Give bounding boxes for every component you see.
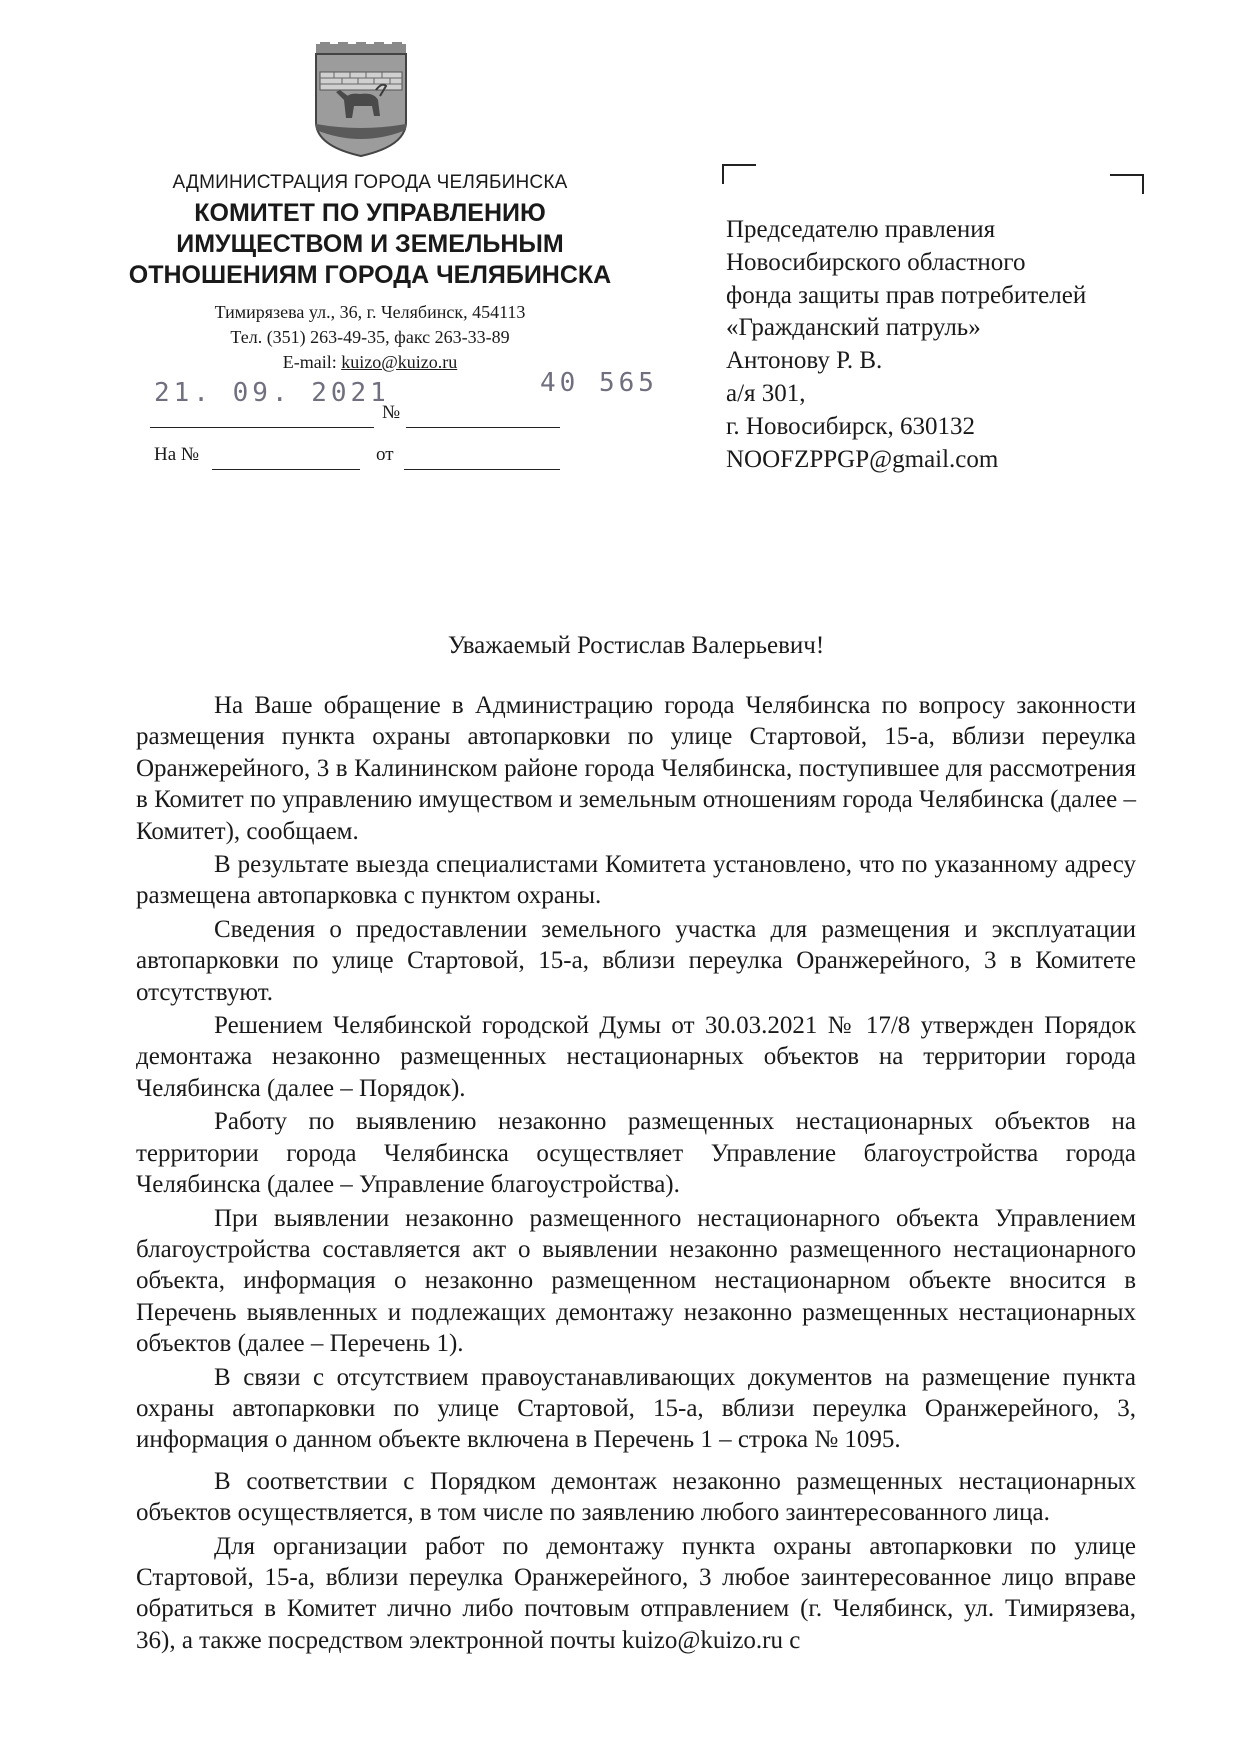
body-paragraph: В результате выезда специалистами Комитета установлено, что по указанному адресу размещена автопарковка с пунктом охраны. (136, 851, 1136, 910)
number-underline (406, 427, 560, 428)
recipient-line: «Гражданский патруль» (726, 314, 981, 342)
city-coat-of-arms-icon (314, 42, 408, 158)
from-label: от (376, 444, 394, 465)
body-paragraph: На Ваше обращение в Администрацию города Челябинска по вопросу законности размещения пункта охраны автопарковки по улице Стартовой, 15-а, вблизи переулка Оранжерейного, 3 в Калининском районе города Челябинска, поступившее для рассмотрения в Комитет по управлению имуществом и земельным отношениям города Челябинска (далее – Комитет), сообщаем. (136, 692, 1136, 845)
address-corner-mark (1110, 174, 1144, 194)
committee-name (100, 198, 640, 291)
recipient-line: Председателю правления (726, 216, 996, 243)
administration-name: АДМИНИСТРАЦИЯ ГОРОДА ЧЕЛЯБИНСКА (172, 172, 568, 193)
body-paragraph: В связи с отсутствием правоустанавливающих документов на размещение пункта охраны автопарковки по улице Стартовой, 15-а, вблизи переулка Оранжерейного, 3, информация о данном объекте включена в Перечень 1 – строка № 1095. (136, 1363, 1136, 1454)
number-label: № (382, 402, 401, 423)
body-paragraph: В соответствии с Порядком демонтаж незаконно размещенных нестационарных объектов осуществляется, в том числе по заявлению любого заинтересованного лица. (136, 1467, 1136, 1527)
committee-name-line: КОМИТЕТ ПО УПРАВЛЕНИЮ (194, 199, 546, 227)
body-paragraph: Сведения о предоставлении земельного участка для размещения и эксплуатации автопарковки по улице Стартовой, 15-а, вблизи переулка Оранжерейного, 3 в Комитете отсутствуют. (136, 915, 1136, 1006)
recipient-email: NOOFZPPGP@gmail.com (726, 445, 999, 473)
postal-address: Тимирязева ул., 36, г. Челябинск, 454113 (214, 302, 526, 322)
recipient-line: г. Новосибирск, 630132 (726, 412, 976, 440)
reference-underline (212, 469, 360, 470)
number-stamp: 40 565 (540, 368, 658, 398)
salutation: Уважаемый Ростислав Валерьевич! (447, 632, 825, 659)
email-label: E-mail: (282, 352, 337, 372)
recipient-line: Новосибирского областного (726, 248, 1026, 276)
body-paragraph: При выявлении незаконно размещенного нестационарного объекта Управлением благоустройства составляется акт о выявлении незаконно размещенного нестационарного объекта, информация о незаконно размещенном нестационарном объекте вносится в Перечень выявленных и подлежащих демонтажу незаконно размещенных нестационарных объектов (далее – Перечень 1). (136, 1204, 1136, 1358)
phone-fax: Тел. (351) 263-49-35, факс 263-33-89 (230, 327, 510, 347)
body-paragraph: Работу по выявлению незаконно размещенных нестационарных объектов на территории города Челябинска осуществляет Управление благоустройства города Челябинска (далее – Управление благоустройства). (136, 1108, 1136, 1199)
email-link[interactable]: kuizo@kuizo.ru (341, 352, 458, 372)
committee-name-line: ИМУЩЕСТВОМ И ЗЕМЕЛЬНЫМ (176, 230, 564, 258)
date-stamp: 21. 09. 2021 (154, 378, 390, 408)
letter-body (136, 690, 1136, 1658)
body-paragraph: Для организации работ по демонтажу пункта охраны автопарковки по улице Стартовой, 15-а, вблизи переулка Оранжерейного, 3 любое заинтересованное лицо вправе обратиться в Комитет лично либо почтовым отправлением (г. Челябинск, ул. Тимирязева, 36), а также посредством электронной почты kuizo@kuizo.ru с (136, 1532, 1136, 1654)
address-corner-mark (722, 164, 756, 184)
from-underline (404, 469, 560, 470)
committee-name-line: ОТНОШЕНИЯМ ГОРОДА ЧЕЛЯБИНСКА (128, 261, 612, 289)
recipient-address (726, 214, 1126, 476)
letterhead-contacts (120, 300, 620, 375)
reference-label: На № (154, 444, 200, 465)
recipient-line: фонда защиты прав потребителей (726, 281, 1087, 309)
recipient-line: а/я 301, (726, 379, 806, 407)
body-paragraph: Решением Челябинской городской Думы от 30.03.2021 № 17/8 утвержден Порядок демонтажа незаконно размещенных нестационарных объектов на территории города Челябинска (далее – Порядок). (136, 1012, 1136, 1102)
date-underline (150, 427, 374, 428)
incoming-reference-line (154, 436, 560, 470)
recipient-line: Антонову Р. В. (726, 347, 883, 375)
